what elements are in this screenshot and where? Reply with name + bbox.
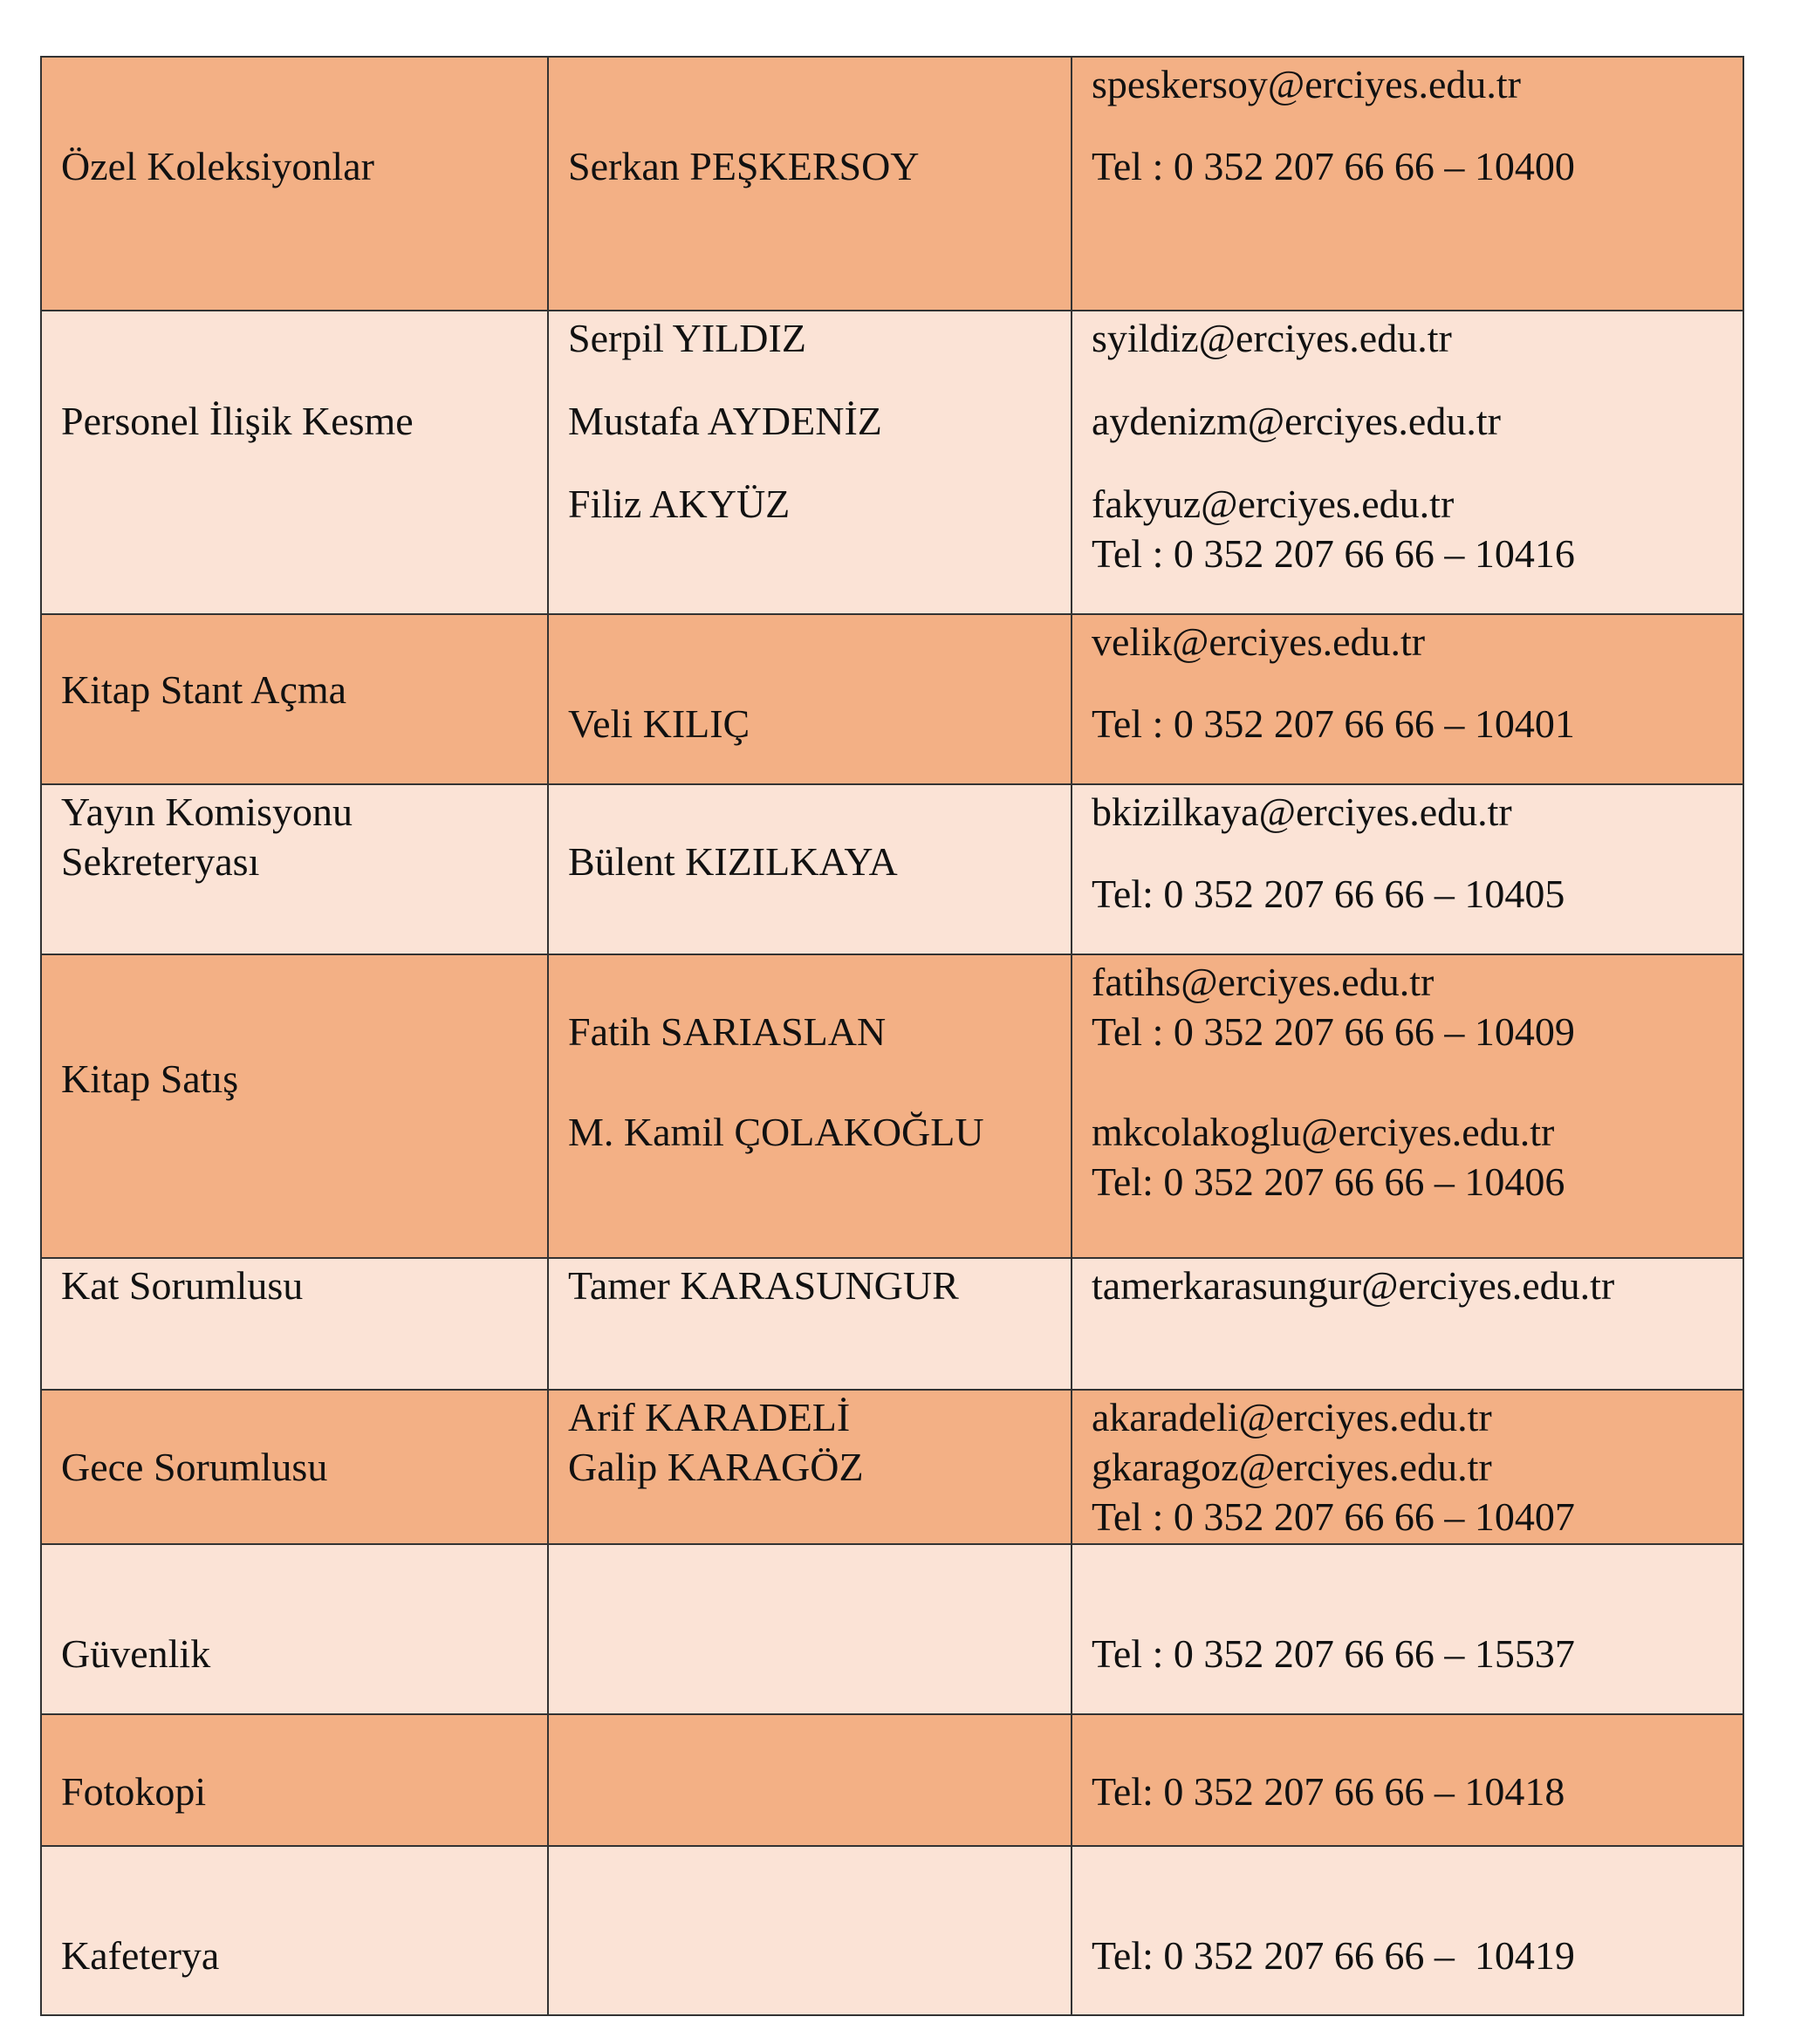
- unit-cell: [41, 1714, 548, 1846]
- email-address: fakyuz@erciyes.edu.tr: [1092, 482, 1455, 526]
- people-cell: [548, 784, 1072, 954]
- unit-name: Kafeterya: [61, 1933, 220, 1978]
- people-cell: [548, 614, 1072, 784]
- person-name: Arif KARADELİ: [568, 1395, 851, 1439]
- contact-cell: [1072, 614, 1743, 784]
- contact-cell: [1072, 784, 1743, 954]
- unit-name: Fotokopi: [61, 1769, 207, 1814]
- email-address: mkcolakoglu@erciyes.edu.tr: [1092, 1110, 1555, 1154]
- email-address: gkaragoz@erciyes.edu.tr: [1092, 1445, 1492, 1489]
- person-name: Galip KARAGÖZ: [568, 1445, 864, 1489]
- phone-number: Tel : 0 352 207 66 66 – 10401: [1092, 701, 1575, 746]
- email-address: bkizilkaya@erciyes.edu.tr: [1092, 790, 1512, 834]
- contact-cell: [1072, 311, 1743, 614]
- unit-name: Personel İlişik Kesme: [61, 399, 414, 443]
- unit-cell: [41, 614, 548, 784]
- people-cell: [548, 1544, 1072, 1714]
- person-name: M. Kamil ÇOLAKOĞLU: [568, 1110, 984, 1154]
- table-row: [41, 784, 1743, 954]
- phone-number: Tel : 0 352 207 66 66 – 10400: [1092, 144, 1575, 188]
- contact-cell: [1072, 1390, 1743, 1544]
- unit-name: Sekreteryası: [61, 839, 260, 884]
- contact-cell: [1072, 1544, 1743, 1714]
- contact-cell: [1072, 1714, 1743, 1846]
- phone-number: Tel : 0 352 207 66 66 – 10409: [1092, 1009, 1575, 1054]
- person-name: Serkan PEŞKERSOY: [568, 144, 920, 188]
- email-address: akaradeli@erciyes.edu.tr: [1092, 1395, 1492, 1439]
- person-name: Mustafa AYDENİZ: [568, 399, 882, 443]
- contact-cell: [1072, 1258, 1743, 1390]
- email-address: syildiz@erciyes.edu.tr: [1092, 316, 1452, 360]
- table-row: [41, 57, 1743, 311]
- table-row: [41, 1390, 1743, 1544]
- contact-cell: [1072, 1846, 1743, 2015]
- phone-number: Tel: 0 352 207 66 66 – 10418: [1092, 1769, 1565, 1814]
- phone-number: Tel : 0 352 207 66 66 – 15537: [1092, 1631, 1575, 1676]
- people-cell: [548, 311, 1072, 614]
- unit-name: Kitap Stant Açma: [61, 667, 347, 712]
- email-address: speskersoy@erciyes.edu.tr: [1092, 62, 1521, 106]
- unit-cell: [41, 1846, 548, 2015]
- people-cell: [548, 1846, 1072, 2015]
- unit-cell: [41, 57, 548, 311]
- unit-name: Özel Koleksiyonlar: [61, 144, 374, 188]
- table-row: [41, 1544, 1743, 1714]
- phone-number: Tel: 0 352 207 66 66 – 10405: [1092, 872, 1565, 916]
- contact-cell: [1072, 57, 1743, 311]
- person-name: Bülent KIZILKAYA: [568, 839, 898, 884]
- unit-name: Kat Sorumlusu: [61, 1263, 304, 1308]
- unit-name: Yayın Komisyonu: [61, 790, 353, 834]
- people-cell: [548, 954, 1072, 1258]
- unit-cell: [41, 1390, 548, 1544]
- phone-number: Tel : 0 352 207 66 66 – 10416: [1092, 531, 1575, 576]
- phone-number: Tel : 0 352 207 66 66 – 10407: [1092, 1494, 1575, 1539]
- contact-directory-table: [40, 56, 1744, 2016]
- person-name: Fatih SARIASLAN: [568, 1009, 887, 1054]
- email-address: fatihs@erciyes.edu.tr: [1092, 960, 1435, 1004]
- person-name: Serpil YILDIZ: [568, 316, 806, 360]
- people-cell: [548, 57, 1072, 311]
- table-row: [41, 311, 1743, 614]
- table-row: [41, 1846, 1743, 2015]
- phone-number: Tel: 0 352 207 66 66 – 10406: [1092, 1159, 1565, 1204]
- people-cell: [548, 1714, 1072, 1846]
- email-address: tamerkarasungur@erciyes.edu.tr: [1092, 1263, 1615, 1308]
- people-cell: [548, 1390, 1072, 1544]
- email-address: aydenizm@erciyes.edu.tr: [1092, 399, 1501, 443]
- unit-cell: [41, 1544, 548, 1714]
- contact-cell: [1072, 954, 1743, 1258]
- person-name: Veli KILIÇ: [568, 701, 750, 746]
- unit-name: Gece Sorumlusu: [61, 1445, 328, 1489]
- unit-name: Güvenlik: [61, 1631, 211, 1676]
- people-cell: [548, 1258, 1072, 1390]
- table-row: [41, 1258, 1743, 1390]
- table-row: [41, 954, 1743, 1258]
- person-name: Filiz AKYÜZ: [568, 482, 791, 526]
- unit-cell: [41, 311, 548, 614]
- unit-cell: [41, 1258, 548, 1390]
- unit-name: Kitap Satış: [61, 1056, 239, 1101]
- unit-cell: [41, 784, 548, 954]
- phone-number: Tel: 0 352 207 66 66 – 10419: [1092, 1933, 1575, 1978]
- table-row: [41, 614, 1743, 784]
- email-address: velik@erciyes.edu.tr: [1092, 619, 1426, 664]
- person-name: Tamer KARASUNGUR: [568, 1263, 959, 1308]
- table-row: [41, 1714, 1743, 1846]
- unit-cell: [41, 954, 548, 1258]
